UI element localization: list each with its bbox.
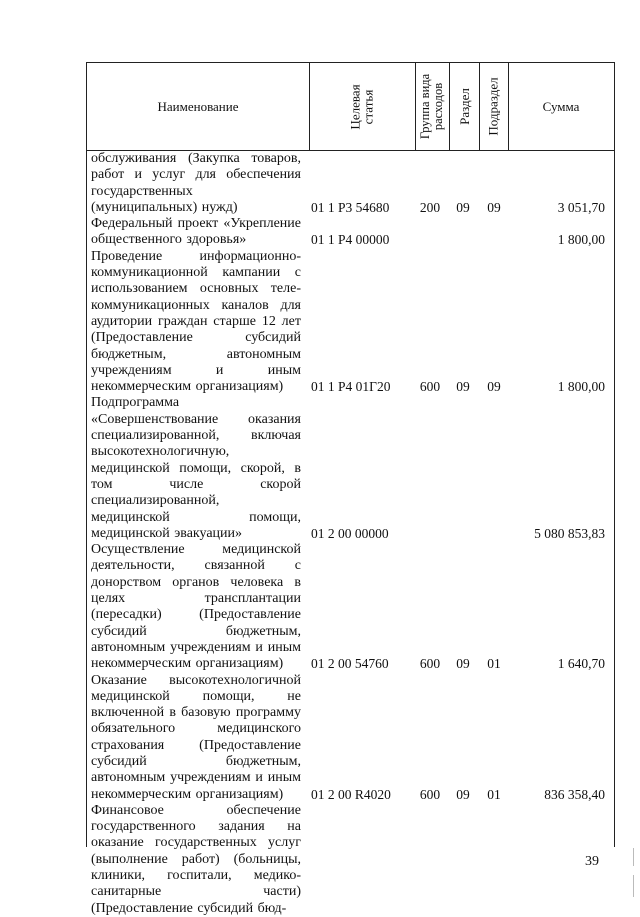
table-row — [87, 395, 614, 542]
row-subsection: 09 — [487, 379, 501, 395]
row-section: 09 — [456, 199, 470, 215]
row-subsection: 01 — [487, 786, 501, 802]
row-name: Осуществление медицинской деятельности, связанной с донорством органов человека в целях трансплантации (пересадки) (Предоставление субсидий бюджетным, автономным учреждениям и иным некоммерческим организациям) — [91, 542, 301, 672]
row-code: 01 2 00 00000 — [311, 525, 389, 541]
header-subsection-label: Подраздел — [486, 77, 502, 136]
scan-artifact — [633, 875, 634, 897]
row-sum: 1 800,00 — [557, 379, 605, 395]
header-target — [309, 63, 415, 150]
row-group: 600 — [419, 379, 441, 395]
row-name: Финансовое обеспечение государственного задания на оказание государственных услуг (выполнение работ) (больницы, клиники, госпитали, медико-санитарные части) (Предоставление субсидий бюд- — [91, 802, 301, 916]
row-group: 600 — [419, 656, 441, 672]
row-sum: 1 800,00 — [557, 232, 605, 248]
row-sum: 3 051,70 — [557, 199, 605, 215]
header-target-label: Целевая статья — [347, 83, 376, 130]
row-sum: 5 080 853,83 — [534, 525, 605, 541]
row-name: обслуживания (Закупка товаров, работ и услуг для обеспечения государственных (муниципальных) нужд) — [91, 151, 301, 215]
row-code: 01 2 00 R4020 — [311, 786, 391, 802]
row-sum: 1 640,70 — [557, 656, 605, 672]
row-name: Федеральный проект «Укрепление общественного здоровья» — [91, 216, 301, 248]
row-section: 09 — [456, 379, 470, 395]
table-row — [87, 249, 614, 396]
header-section — [449, 63, 479, 150]
row-subsection: 01 — [487, 656, 501, 672]
row-code: 01 1 P3 54680 — [311, 199, 390, 215]
row-group: 200 — [419, 199, 441, 215]
table-row — [87, 216, 614, 249]
table-row — [87, 542, 614, 672]
row-code: 01 1 P4 01Г20 — [311, 379, 391, 395]
row-code: 01 2 00 54760 — [311, 656, 389, 672]
row-code: 01 1 P4 00000 — [311, 232, 390, 248]
row-name: Подпрограмма «Совершенствование оказания специализированной, включая высокотехнологичную, медицинской помощи, скорой, в том числе скорой специализированной, медицинской помощи, медицинской эвакуации» — [91, 395, 301, 541]
row-group: 600 — [419, 786, 441, 802]
row-sum: 836 358,40 — [544, 786, 605, 802]
row-name: Оказание высокотехнологичной медицинской помощи, не включенной в базовую программу обязательного медицинского страхования (Предоставление субсидий бюджетным, автономным учреждениям и иным некоммерческим организациям) — [91, 672, 301, 802]
header-sum-label: Сумма — [542, 98, 580, 114]
row-section: 09 — [456, 786, 470, 802]
row-subsection: 09 — [487, 199, 501, 215]
row-section: 09 — [456, 656, 470, 672]
header-section-label: Раздел — [456, 88, 472, 125]
header-subsection — [479, 63, 508, 150]
header-name-label: Наименование — [157, 98, 239, 114]
page-number: 39 — [585, 854, 599, 869]
scan-artifact — [633, 848, 634, 866]
table-row — [87, 803, 614, 917]
table-row — [87, 151, 614, 216]
header-sum — [508, 63, 614, 150]
table-body — [87, 151, 614, 917]
table-row — [87, 673, 614, 803]
header-group — [415, 63, 449, 150]
row-name: Проведение информационно-коммуникационной кампании с использованием основных теле-коммуникационных каналов для аудитории граждан старше 12 лет (Предоставление субсидий бюджетным, автономным учреждениям и иным некоммерческим организациям) — [91, 248, 301, 395]
header-group-label: Группа вида расходов — [418, 73, 446, 140]
header-name — [87, 63, 309, 150]
